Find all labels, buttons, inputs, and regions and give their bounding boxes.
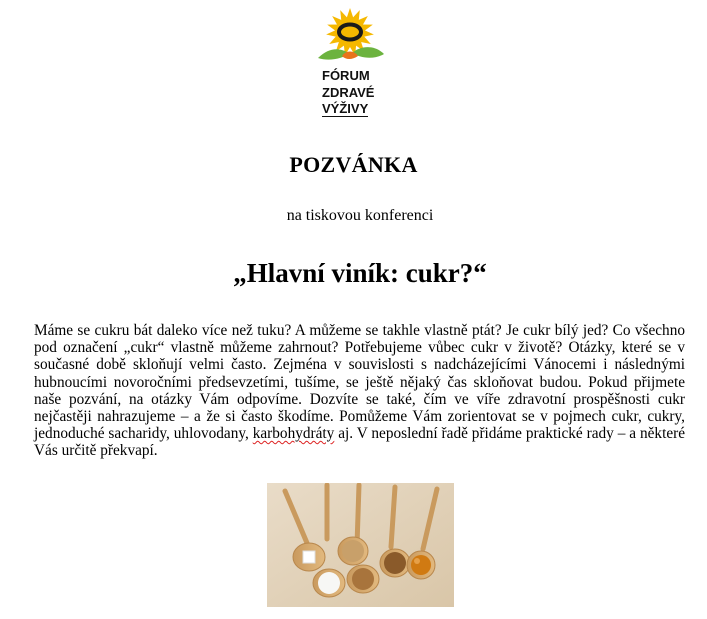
sunflower-logo-icon <box>312 6 390 68</box>
sugar-spoons-photo <box>267 483 454 607</box>
invitation-body-paragraph <box>34 322 685 460</box>
body-text-part2: aj. V neposlední řadě přidáme praktické rady – a některé Vás určitě překvapí. <box>34 425 685 460</box>
document-subtitle: na tiskovou konferenci <box>286 207 434 224</box>
logo-text-line3: VÝŽIVY <box>322 101 369 116</box>
logo-text-line2: ZDRAVÉ <box>322 84 375 100</box>
body-text-part1: Máme se cukru bát daleko více než tuku? A můžeme se takhle vlastně ptát? Je cukr bílý jed? Co všechno pod označení „cukr“ vlastně můžeme zahrnout? Potřebujeme vůbec cukr v životě? Otázky, které se v současné době skloňují velmi často. Zejména v souvislosti s nadcházejícími Vánocemi i následnými hubnoucími novoročními předsevzetími, tušíme, se ještě nějaký čas skloňovat budou. Pokud přijmete naše pozvání, na otázky Vám odpovíme. Dozvíte se také, čím ve víře zdravotní prospěšnosti cukr nejčastěji nahrazujeme – a že si často škodíme. Pomůžeme Vám zorientovat se v pojmech cukr, cukry, jednoduché sacharidy, uhlovodany, <box>34 322 685 443</box>
conference-headline: „Hlavní viník: cukr?“ <box>233 258 487 288</box>
logo-text-line1: FÓRUM <box>322 68 370 83</box>
forum-zdrave-vyzivy-logo <box>312 6 390 122</box>
document-title: POZVÁNKA <box>289 152 418 177</box>
spellcheck-flagged-word[interactable]: karbohydráty <box>252 425 335 443</box>
